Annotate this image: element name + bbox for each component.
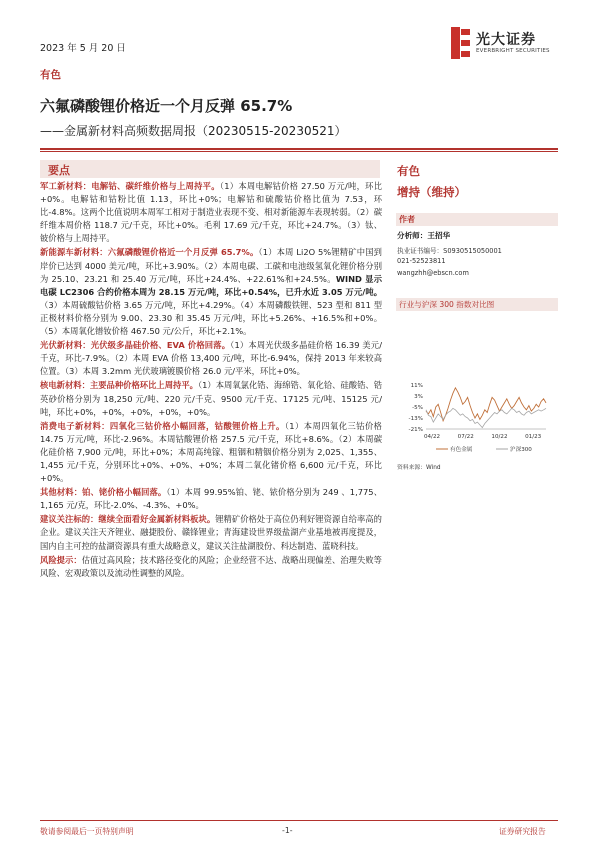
analyst-name: 分析师：王招华 <box>397 231 451 240</box>
legend-label: 沪深300 <box>510 447 532 453</box>
header-divider <box>40 148 558 150</box>
analyst-email[interactable]: wangzhh@ebscn.com <box>397 269 469 277</box>
rating-value: 增持（维持） <box>397 185 466 199</box>
y-tick-label: -5% <box>412 405 423 411</box>
logo-text-en: EVERBRIGHT SECURITIES <box>476 48 550 54</box>
legend-label: 有色金属 <box>450 447 473 453</box>
chart-heading: 行业与沪深 300 指数对比图 <box>399 300 495 309</box>
para-nev-bold: WIND 显示电碳 LC2306 合约价格本周为 28.15 万元/吨，环比+0.54%，已升水近 3.05 万元/吨。 <box>40 273 382 297</box>
para-risk-lead: 风险提示： <box>40 554 82 565</box>
index-comparison-chart <box>396 375 558 464</box>
para-nev-text2: （3）本周硫酸钴价格 3.65 万元/吨，环比+4.29%。（4）本周磷酸铁锂、523 型和 811 型正极材料价格分别为 9.00、23.30 和 35.45 万元/吨，环比+5.26%、+16.5%和+0%。（5）本周氧化镨钕价格 467.50 元/公斤，环比+2.1%。 <box>40 299 382 337</box>
key-points-heading: 要点 <box>48 164 70 177</box>
para-others-lead: 其他材料：铂、铑价格小幅回落。 <box>40 487 167 498</box>
x-tick-label: 01/23 <box>525 434 542 440</box>
chart-svg <box>396 375 558 460</box>
para-advice-lead: 建议关注标的：继续全面看好金属新材料板块。 <box>40 514 216 525</box>
para-others <box>40 486 382 512</box>
para-nuclear <box>40 379 382 418</box>
key-points-body <box>40 180 382 581</box>
x-tick-label: 07/22 <box>457 434 474 440</box>
x-tick-label: 10/22 <box>491 434 508 440</box>
para-others-text: （1）本周 99.95%铂、铑、铱价格分别为 249 、1,775、1,165 元/克，环比-2.0%、-4.3%、+0%。 <box>40 487 382 511</box>
para-advice-text: 锂精矿价格处于高位仍利好锂资源自给率高的企业。建议关注天齐锂业、融捷股份、赣锋锂业；青海建设世界级盐湖产业基地被再度提及，国内自主可控的盐湖资源具有重大战略意义，建议关注盐湖股份、科达制造、蓝晓科技。 <box>40 514 382 551</box>
para-electronics-lead: 消费电子新材料：四氧化三钴价格小幅回落，钴酸锂价格上升。 <box>40 420 285 431</box>
para-risk <box>40 554 382 580</box>
footer-divider <box>40 820 558 821</box>
para-nev-text1: （1）本周 Li2O 5%锂精矿中国到岸价已达到 4000 美元/吨，环比+3.90%。（2）本周电碳、工碳和电池级氢氧化锂价格分别为 25.10、23.21 和 25.40 万元/吨，环比+24.4%、+22.61%和+24.5%。 <box>40 247 382 284</box>
para-advice <box>40 513 382 552</box>
brand-logo <box>450 27 562 61</box>
author-heading: 作者 <box>399 215 415 224</box>
logo-mark-icon <box>450 27 472 59</box>
header-divider-thin <box>40 151 558 152</box>
para-military-lead: 军工新材料：电解钴、碳纤维价格与上周持平。 <box>40 181 220 191</box>
page-number: -1- <box>282 826 293 835</box>
para-nuclear-lead: 核电新材料：主要品种价格环比上周持平。 <box>40 380 198 391</box>
logo-text-cn: 光大证券 <box>476 32 536 48</box>
rating-sector: 有色 <box>397 164 420 178</box>
para-risk-text: 估值过高风险；技术路径变化的风险；企业经营不达、战略出现偏差、治理失败等风险、宏观政策以及流动性调整的风险。 <box>40 554 382 578</box>
y-tick-label: -13% <box>408 416 423 422</box>
y-tick-label: 11% <box>410 383 423 389</box>
sector-label: 有色 <box>40 69 61 81</box>
analyst-license: 执业证书编号：S0930515050001 <box>397 247 502 255</box>
y-tick-label: -21% <box>408 427 423 433</box>
footer-report-type: 证券研究报告 <box>499 827 546 836</box>
para-pv-text: （1）本周光伏级多晶硅价格 16.39 美元/千克，环比-7.9%。（2）本周 EVA 价格 13,400 元/吨，环比-6.94%，保持 2013 年来较高位置。（3）本周 3.2mm 光伏玻璃镀膜价格 26.0 元/平米，环比+0%。 <box>40 340 382 377</box>
chart-source: 资料来源：Wind <box>397 465 441 471</box>
y-tick-label: 3% <box>414 394 423 400</box>
footer-disclaimer: 敬请参阅最后一页特别声明 <box>40 827 134 836</box>
report-date: 2023 年 5 月 20 日 <box>40 43 126 54</box>
para-nuclear-text: （1）本周氧氯化锆、海绵锆、氧化铪、硅酸锆、锆英砂价格分别为 18,250 元/吨、220 元/千克、9500 元/千克、17125 元/吨、15125 元/吨，环比+0%，+0%，+0%，+0%，+0%。 <box>40 380 382 417</box>
para-electronics-text: （1）本周四氧化三钴价格 14.75 万元/吨，环比-2.96%。本周钴酸锂价格 257.5 元/千克，环比+8.6%。（2）本周碳化硅价格 7,900 元/吨，环比+0%；本周高纯镓、粗铟和精铟价格分别为 2,025、1,355、1,455 元/千克，分别环比+0%、+0%、+0%；本周二氧化锗价格 6,600 元/千克，环比+0%。 <box>40 420 382 484</box>
author-header <box>396 213 558 226</box>
para-pv <box>40 339 382 378</box>
para-military-text: （1）本周电解钴价格 27.50 万元/吨，环比+0%。电解钴和钴粉比值 1.13，环比+0%；电解钴和硫酸钴价格比值为 7.53，环比-4.8%。这两个比值说明本周军工相对于制造业表现不变、相对新能源车表现转弱。（2）碳纤维本周价格 118.7 元/千克，环比+0%。毛利 17.69 元/千克，环比+24.7%。（3）钛、铍价格与上周持平。 <box>40 181 382 244</box>
report-subtitle: ——金属新材料高频数据周报（20230515-20230521） <box>40 124 347 138</box>
para-nev-lead: 新能源车新材料：六氟磷酸锂价格近一个月反弹 65.7%。 <box>40 247 259 258</box>
chart-header <box>396 298 558 311</box>
para-pv-lead: 光伏新材料：光伏级多晶硅价格、EVA 价格回落。 <box>40 340 231 351</box>
key-points-header <box>40 160 380 178</box>
report-title: 六氟磷酸锂价格近一个月反弹 65.7% <box>40 97 293 115</box>
series-line-nonferrous <box>426 388 546 421</box>
para-electronics <box>40 420 382 485</box>
para-military <box>40 180 382 245</box>
analyst-phone: 021-52523811 <box>397 257 446 265</box>
x-tick-label: 04/22 <box>423 434 441 440</box>
para-nev <box>40 246 382 338</box>
